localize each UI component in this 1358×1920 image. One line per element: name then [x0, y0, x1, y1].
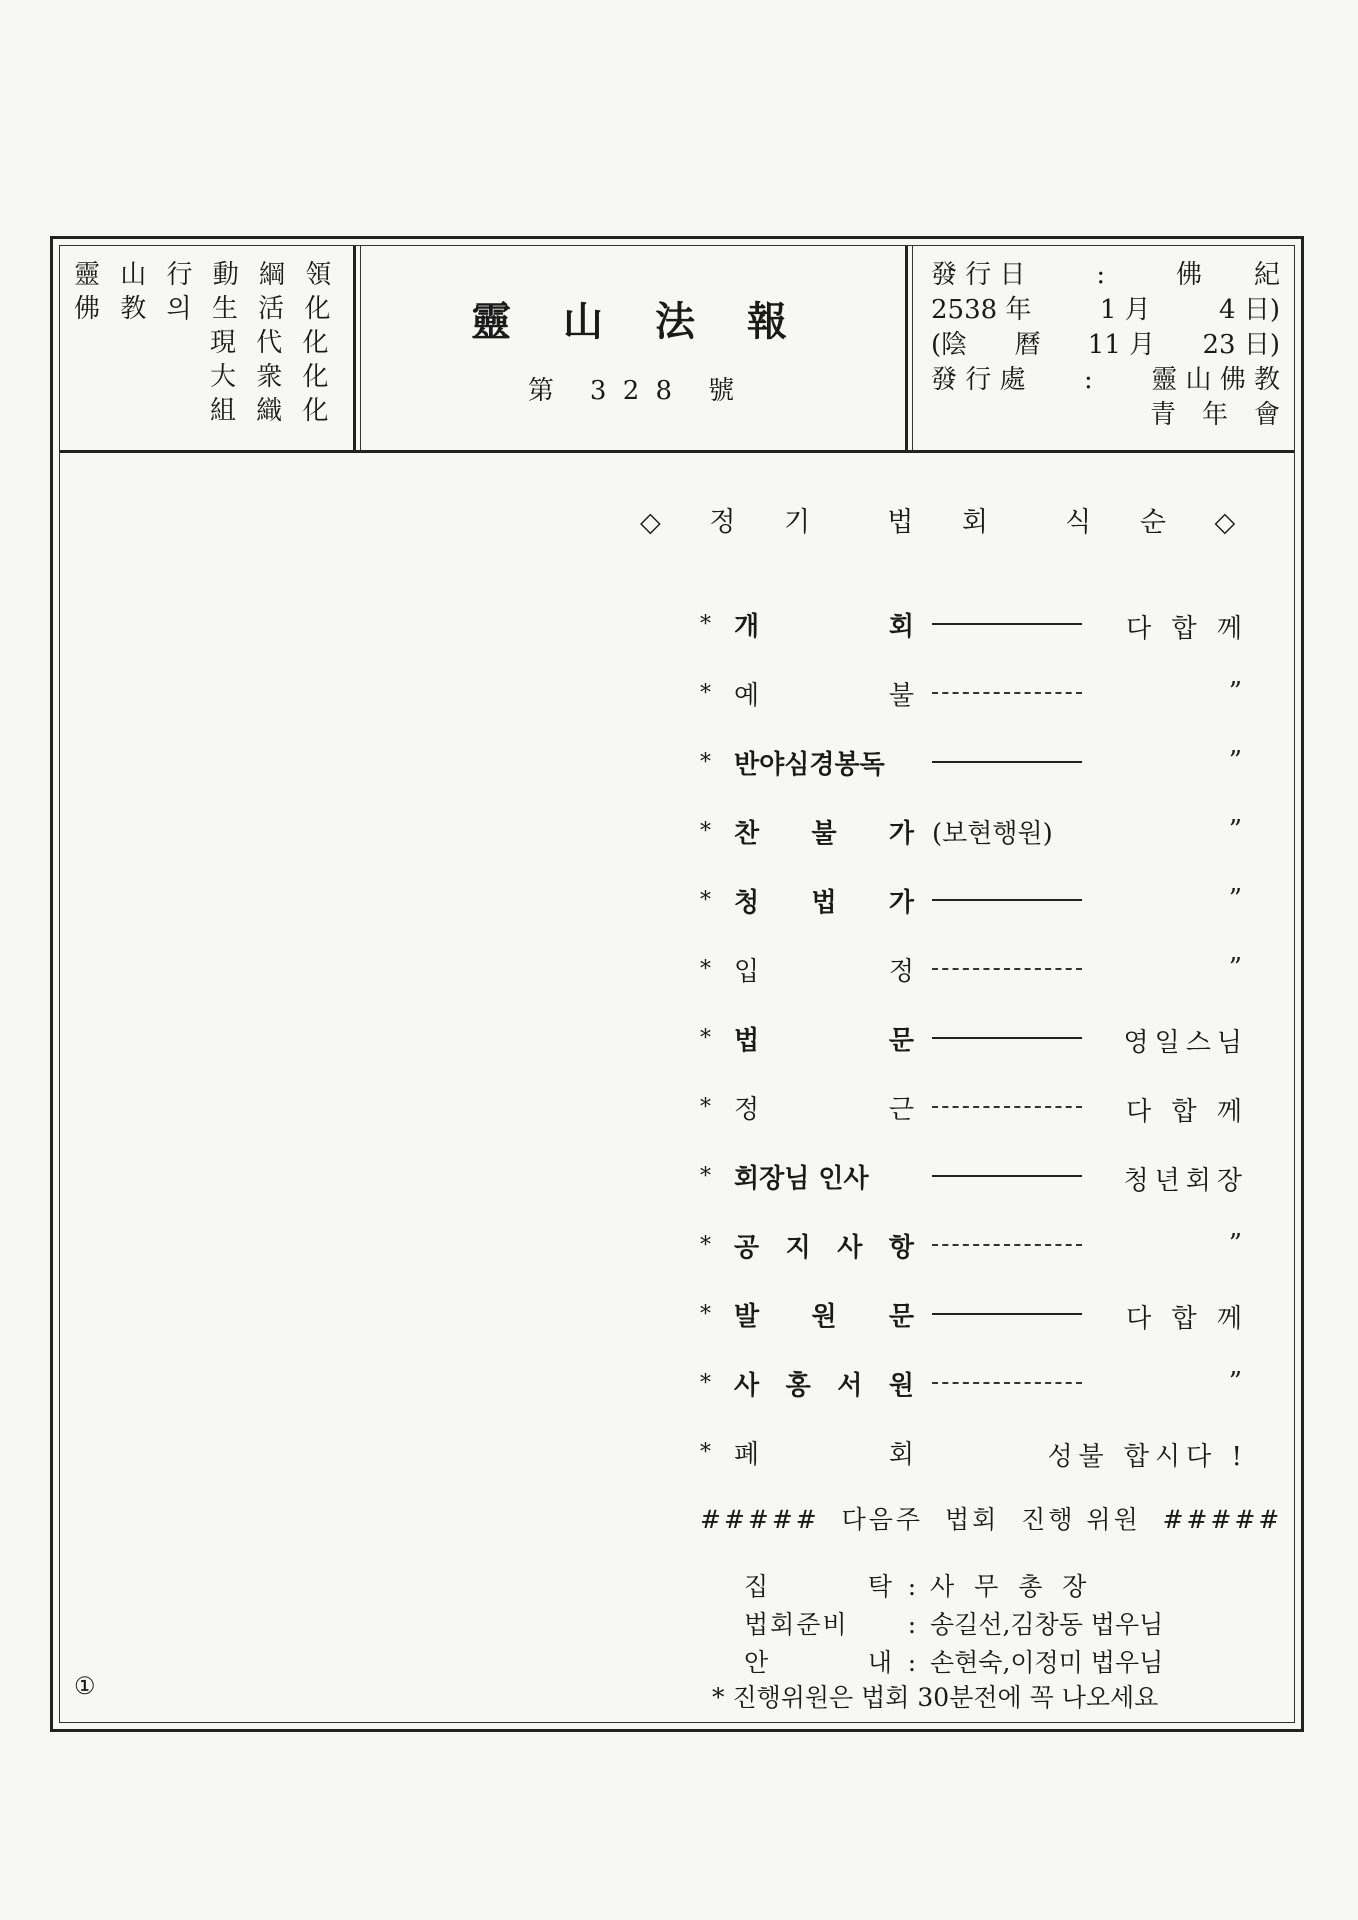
colon: :: [1096, 260, 1106, 290]
item-bullet: *: [700, 818, 711, 844]
item-name-part: 가: [888, 818, 914, 849]
ceremony-item: [700, 949, 1260, 989]
motto-row: 組 織 化: [210, 396, 335, 426]
leader-line: [932, 1313, 1082, 1315]
item-name-part: 발: [734, 1301, 760, 1332]
item-bullet: *: [700, 1094, 711, 1120]
next-week-staff: [744, 1568, 1163, 1682]
item-bullet: *: [700, 749, 711, 775]
ceremony-item: [700, 742, 1260, 782]
staff-row: [744, 1606, 1163, 1644]
colon: :: [907, 1572, 917, 1601]
item-performer: ”: [1228, 815, 1248, 845]
item-performer: 영일스님: [1123, 1028, 1248, 1058]
colon: :: [907, 1648, 917, 1677]
motto-box: [60, 246, 356, 450]
lunar-day: 23 日): [1202, 330, 1280, 360]
item-performer: ”: [1228, 1367, 1248, 1397]
item-name-part: 정: [734, 1094, 760, 1125]
item-performer: 청년회장: [1123, 1166, 1248, 1196]
motto-row: 靈 山 行 動 綱 領: [74, 260, 338, 290]
item-name-part: 회장님 인사: [734, 1163, 869, 1194]
item-name-part: 문: [888, 1025, 914, 1056]
title-char: 報: [747, 298, 795, 345]
item-note: (보현행원): [932, 818, 1053, 849]
ceremony-item: [700, 1432, 1260, 1472]
item-name-part: 회: [888, 611, 914, 642]
issue-value: 3 2 8: [589, 376, 677, 406]
item-name-part: 예: [734, 680, 760, 711]
motto-row: 大 衆 化: [210, 362, 335, 392]
item-name-part: 법: [734, 1025, 760, 1056]
pub-date-row-2: [931, 293, 1280, 328]
title-char: 靈: [471, 298, 519, 345]
leader-line: [932, 1244, 1082, 1246]
item-name-part: 법: [811, 887, 837, 918]
publisher-row-2: [931, 398, 1280, 433]
item-name-part: 서: [837, 1370, 863, 1401]
pub-date-era: 佛 紀: [1175, 260, 1280, 290]
next-week-heading: ##### 다음주 법회 진행 위원 #####: [700, 1505, 1283, 1534]
ceremony-item: [700, 1294, 1260, 1334]
leader-line: [932, 1382, 1082, 1384]
ceremony-item: [700, 1363, 1260, 1403]
role-char: 내: [867, 1648, 894, 1677]
pub-day: 4 日): [1219, 295, 1280, 325]
item-performer: ”: [1228, 953, 1248, 983]
item-name-part: 공: [734, 1232, 760, 1263]
item-name: [734, 1020, 914, 1057]
item-name-part: 원: [888, 1370, 914, 1401]
lunar-label: 曆: [1014, 330, 1041, 360]
colon: :: [907, 1610, 917, 1639]
issue-number: [361, 370, 905, 407]
leader-line: [932, 1106, 1082, 1108]
item-bullet: *: [700, 680, 711, 706]
title-char: 法: [655, 298, 703, 345]
title-char: 山: [563, 298, 611, 345]
pub-month: 1 月: [1099, 295, 1151, 325]
role-char: 탁: [867, 1572, 894, 1601]
item-name-part: 사: [734, 1370, 760, 1401]
ceremony-item: [700, 604, 1260, 644]
item-name-part: 불: [811, 818, 837, 849]
lunar-prefix: (陰: [931, 330, 968, 360]
publisher-row: [931, 363, 1280, 398]
item-bullet: *: [700, 1232, 711, 1258]
staff-name: 손현숙,이정미 법우님: [930, 1648, 1164, 1677]
item-name-part: 폐: [734, 1439, 760, 1470]
item-name-part: 반야심경봉독: [734, 749, 885, 780]
item-bullet: *: [700, 1025, 711, 1051]
item-name: [734, 606, 914, 643]
item-performer: 다 합 께: [1126, 1097, 1248, 1127]
motto-row: 佛 教 의 生 活 化: [74, 294, 337, 324]
pub-date-label: 發 行 日: [931, 260, 1026, 290]
leader-line: [932, 899, 1082, 901]
leader-line: [932, 968, 1082, 970]
item-performer: ”: [1228, 677, 1248, 707]
item-name: [734, 744, 914, 781]
item-name-part: 사: [837, 1232, 863, 1263]
item-name-part: 문: [888, 1301, 914, 1332]
item-name-part: 원: [811, 1301, 837, 1332]
item-bullet: *: [700, 1163, 711, 1189]
item-name-part: 홍: [785, 1370, 811, 1401]
page-number: ①: [74, 1672, 96, 1700]
item-performer: ”: [1228, 1229, 1248, 1259]
leader-line: [932, 1037, 1082, 1039]
publisher-label: 發 行 處: [931, 365, 1026, 395]
ceremony-item: [700, 1087, 1260, 1127]
item-performer: ”: [1228, 746, 1248, 776]
colon: :: [1083, 365, 1093, 395]
staff-role: [744, 1568, 894, 1606]
item-performer: 다 합 께: [1126, 1304, 1248, 1334]
attendance-notice: * 진행위원은 법회 30분전에 꼭 나오세요: [712, 1683, 1159, 1712]
item-name-part: 회: [888, 1439, 914, 1470]
staff-row: [744, 1568, 1163, 1606]
staff-role: [744, 1606, 894, 1644]
item-name-part: 가: [888, 887, 914, 918]
item-performer: 성불 합시다 !: [1047, 1442, 1248, 1472]
item-bullet: *: [700, 1370, 711, 1396]
newsletter-title: [361, 290, 905, 347]
title-box: [360, 246, 908, 450]
publication-info-box: [912, 246, 1294, 450]
leader-line: [932, 692, 1082, 694]
item-bullet: *: [700, 887, 711, 913]
item-name: [734, 1365, 914, 1402]
issue-suffix: 號: [708, 376, 739, 406]
item-name: [734, 813, 914, 850]
item-name: [734, 1296, 914, 1333]
masthead: [60, 246, 1294, 453]
leader-line: [932, 623, 1082, 625]
item-name: [734, 1434, 914, 1471]
item-name-part: 입: [734, 956, 760, 987]
item-name-part: 불: [888, 680, 914, 711]
issue-prefix: 第: [527, 376, 558, 406]
item-bullet: *: [700, 1301, 711, 1327]
publisher-name: 靈 山 佛 教: [1151, 365, 1280, 395]
item-name-part: 찬: [734, 818, 760, 849]
item-bullet: *: [700, 1439, 711, 1465]
item-name-part: 항: [888, 1232, 914, 1263]
publication-info: [931, 258, 1280, 433]
staff-role: [744, 1644, 894, 1682]
role-char: 안: [744, 1648, 771, 1677]
item-name: [734, 882, 914, 919]
item-name-part: 지: [785, 1232, 811, 1263]
item-performer: ”: [1228, 884, 1248, 914]
item-name: [734, 951, 914, 988]
ceremony-item: [700, 673, 1260, 713]
item-name: [734, 1089, 914, 1126]
role-char: 집: [744, 1572, 771, 1601]
pub-date-row: [931, 258, 1280, 293]
item-name-part: 근: [888, 1094, 914, 1125]
item-name: [734, 675, 914, 712]
leader-line: [932, 1175, 1082, 1177]
staff-name: 사 무 총 장: [930, 1572, 1093, 1601]
ceremony-title: ◇ 정 기 법 회 식 순 ◇: [640, 507, 1256, 538]
staff-row: [744, 1644, 1163, 1682]
lunar-date-row: [931, 328, 1280, 363]
item-name: [734, 1158, 914, 1195]
staff-name: 송길선,김창동 법우님: [930, 1610, 1164, 1639]
ceremony-item: [700, 811, 1260, 851]
item-bullet: *: [700, 611, 711, 637]
publisher-name-2: 青 年 會: [1149, 400, 1280, 430]
lunar-month: 11 月: [1087, 330, 1156, 360]
ceremony-item: [700, 1018, 1260, 1058]
pub-year: 2538 年: [931, 295, 1032, 325]
item-name-part: 개: [734, 611, 760, 642]
ceremony-item: [700, 880, 1260, 920]
item-name: [734, 1227, 914, 1264]
ceremony-item: [700, 1156, 1260, 1196]
leader-line: [932, 761, 1082, 763]
item-name-part: 정: [888, 956, 914, 987]
item-name-part: 청: [734, 887, 760, 918]
role-char: 법회준비: [744, 1610, 849, 1639]
action-motto: [74, 258, 337, 428]
item-performer: 다 합 께: [1126, 614, 1248, 644]
motto-row: 現 代 化: [210, 328, 335, 358]
ceremony-item: [700, 1225, 1260, 1265]
item-bullet: *: [700, 956, 711, 982]
